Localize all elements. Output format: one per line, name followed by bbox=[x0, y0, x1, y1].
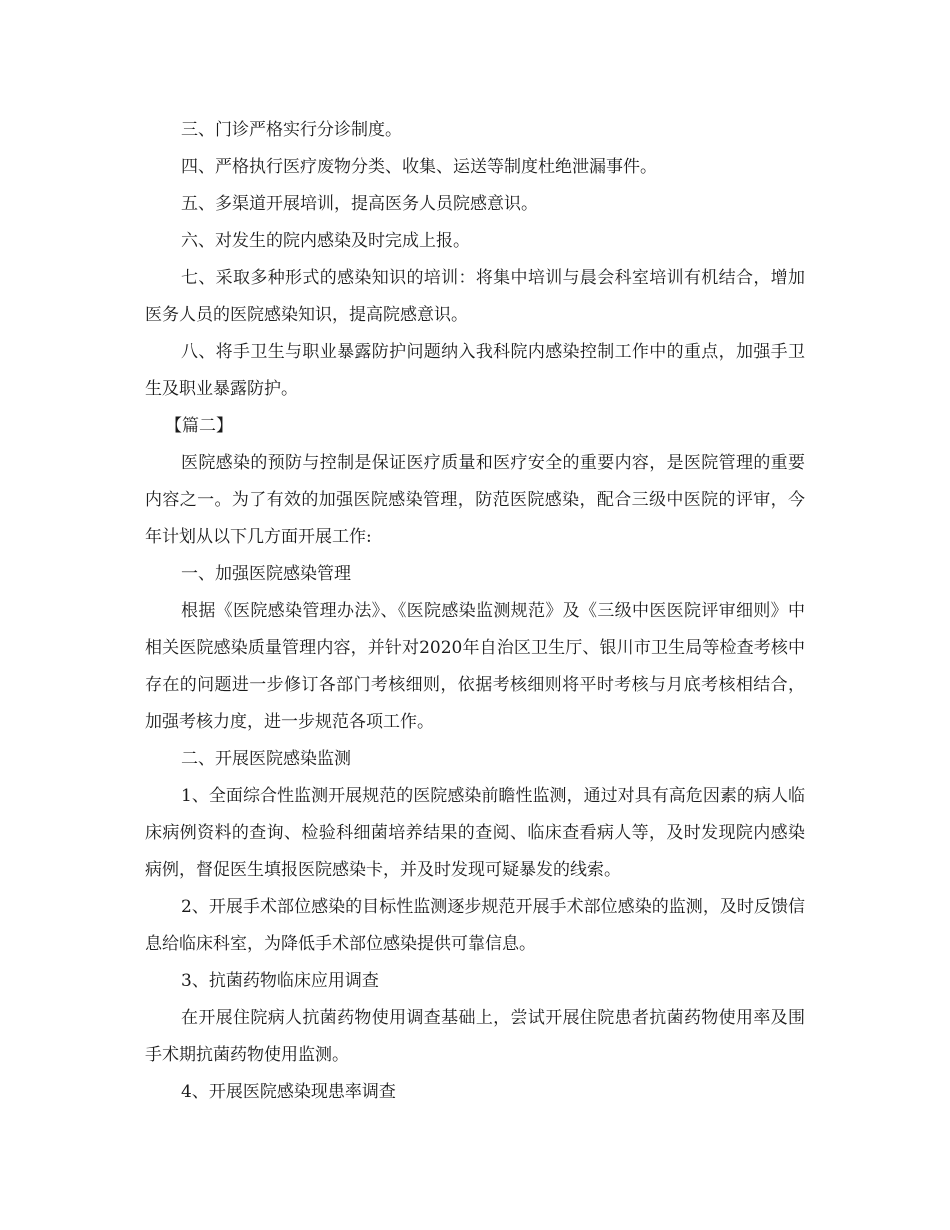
heading-antibiotic-survey: 3、抗菌药物临床应用调查 bbox=[181, 971, 379, 991]
paragraph-antibiotic-usage: 在开展住院病人抗菌药物使用调查基础上，尝试开展住院患者抗菌药物使用率及围手术期抗菌药物使用监测。 bbox=[145, 1008, 805, 1065]
paragraph-surgical-site-monitoring: 2、开展手术部位感染的目标性监测逐步规范开展手术部位感染的监测，及时反馈信息给临床科室，为降低手术部位感染提供可靠信息。 bbox=[145, 897, 805, 954]
paragraph-intro: 医院感染的预防与控制是保证医疗质量和医疗安全的重要内容，是医院管理的重要内容之一。为了有效的加强医院感染管理，防范医院感染，配合三级中医院的评审，今年计划从以下几方面开展工作: bbox=[145, 453, 805, 547]
paragraph-medical-waste: 四、严格执行医疗废物分类、收集、运送等制度杜绝泄漏事件。 bbox=[181, 157, 657, 177]
paragraph-comprehensive-monitoring: 1、全面综合性监测开展规范的医院感染前瞻性监测，通过对具有高危因素的病人临床病例资料的查询、检验科细菌培养结果的查阅、临床查看病人等，及时发现院内感染病例，督促医生填报医院感染卡，并及时发现可疑暴发的线索。 bbox=[145, 786, 805, 880]
heading-strengthen-management: 一、加强医院感染管理 bbox=[181, 564, 351, 584]
paragraph-outpatient-triage: 三、门诊严格实行分诊制度。 bbox=[181, 120, 402, 140]
document-page bbox=[145, 112, 805, 1111]
heading-infection-monitoring: 二、开展医院感染监测 bbox=[181, 749, 351, 769]
paragraph-hand-hygiene: 八、将手卫生与职业暴露防护问题纳入我科院内感染控制工作中的重点，加强手卫生及职业暴露防护。 bbox=[145, 342, 805, 399]
heading-prevalence-survey: 4、开展医院感染现患率调查 bbox=[181, 1082, 396, 1102]
paragraph-infection-training: 七、采取多种形式的感染知识的培训：将集中培训与晨会科室培训有机结合，增加医务人员的医院感染知识，提高院感意识。 bbox=[145, 268, 805, 325]
paragraph-infection-reporting: 六、对发生的院内感染及时完成上报。 bbox=[181, 231, 470, 251]
paragraph-management-basis: 根据《医院感染管理办法》、《医院感染监测规范》及《三级中医医院评审细则》中相关医院感染质量管理内容，并针对2020年自治区卫生厅、银川市卫生局等检查考核中存在的问题进一步修订各部门考核细则，依据考核细则将平时考核与月底考核相结合，加强考核力度，进一步规范各项工作。 bbox=[145, 601, 805, 732]
section-heading-part-two: 【篇二】 bbox=[165, 416, 233, 436]
paragraph-training-channels: 五、多渠道开展培训，提高医务人员院感意识。 bbox=[181, 194, 538, 214]
